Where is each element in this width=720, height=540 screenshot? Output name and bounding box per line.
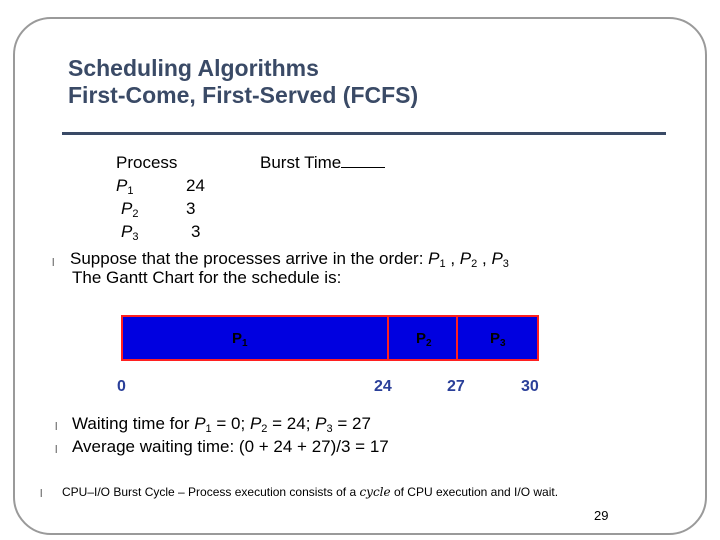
bullet-icon: l: [55, 421, 58, 433]
gantt-tick-27: 27: [447, 378, 465, 395]
gantt-divider-1: [387, 315, 389, 361]
gantt-tick-24: 24: [374, 378, 392, 395]
header-burst-time: Burst Time: [260, 153, 385, 173]
arrival-order-text: Suppose that the processes arrive in the order: $P_1$ , $P_2$ , $P_3$: [70, 249, 509, 270]
gantt-label-p1: $P_1$: [232, 330, 248, 349]
gantt-tick-30: 30: [521, 378, 539, 395]
gantt-divider-2: [456, 315, 458, 361]
bullet-icon: l: [55, 444, 58, 456]
title-line-1: Scheduling Algorithms: [68, 55, 319, 81]
page-number: 29: [594, 508, 609, 523]
gantt-label-p2: $P_2$: [416, 330, 432, 349]
row-3-burst: 3: [191, 222, 201, 241]
row-1-burst: 24: [186, 176, 205, 195]
cpu-io-burst-text: CPU–I/O Burst Cycle – Process execution consists of a cycle of CPU execution and I/O wait.: [62, 485, 559, 499]
row-2-burst: 3: [186, 199, 196, 218]
row-2-process: $P_2$: [121, 199, 139, 220]
row-1-process: $P_1$: [116, 176, 134, 197]
gantt-label-p3: $P_3$: [490, 330, 506, 349]
average-waiting-text: Average waiting time: (0 + 24 + 27)/3 = 17: [72, 437, 389, 456]
bullet-icon: l: [40, 488, 43, 500]
gantt-tick-0: 0: [117, 378, 126, 395]
row-3-process: $P_3$: [121, 222, 139, 243]
gantt-intro-text: The Gantt Chart for the schedule is:: [72, 268, 342, 287]
bullet-icon: l: [52, 257, 55, 269]
gantt-chart: [121, 315, 539, 361]
title-line-2: First-Come, First-Served (FCFS): [68, 82, 419, 108]
slide-title: [68, 55, 418, 109]
waiting-time-text: Waiting time for $P_1 = 0$; $P_2 = 24$; $P_3 = 27$: [72, 414, 371, 435]
header-process: Process: [116, 153, 178, 172]
title-divider: [62, 132, 666, 135]
